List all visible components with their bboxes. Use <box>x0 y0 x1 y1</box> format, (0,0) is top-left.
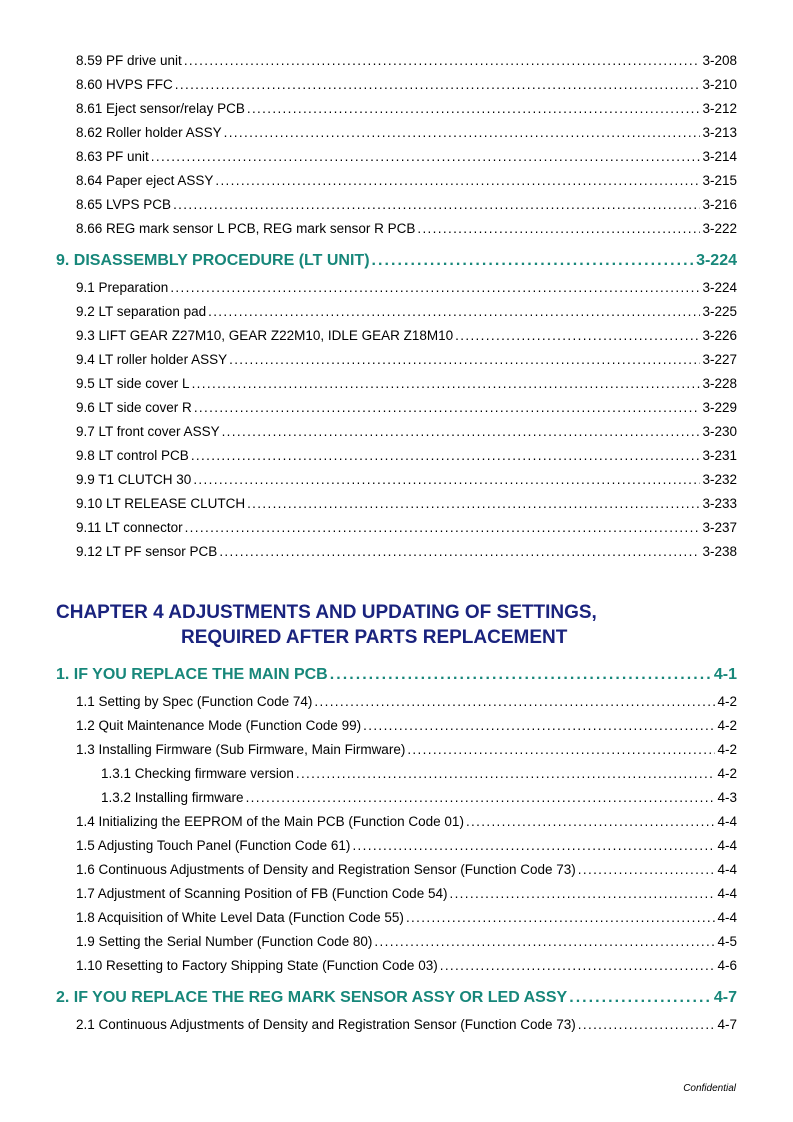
toc-entry-label: 9.2 LT separation pad <box>76 304 207 319</box>
toc-entry-label: 8.64 Paper eject ASSY <box>76 173 214 188</box>
toc-entry-page: 4-3 <box>717 790 737 805</box>
leader-dots <box>578 862 716 877</box>
leader-dots <box>352 838 715 853</box>
toc-entry-page: 3-224 <box>702 280 737 295</box>
toc-entry-label: 8.63 PF unit <box>76 149 149 164</box>
toc-entry-page: 4-4 <box>717 910 737 925</box>
leader-dots <box>175 77 701 92</box>
toc-entry-page: 3-225 <box>702 304 737 319</box>
toc-entry[interactable] <box>76 197 737 212</box>
toc-entry-page: 3-212 <box>702 101 737 116</box>
toc-entry[interactable] <box>76 520 737 535</box>
leader-dots <box>173 197 700 212</box>
toc-entry[interactable] <box>76 149 737 164</box>
toc-section-heading[interactable] <box>56 666 737 684</box>
toc-entry-label: 8.65 LVPS PCB <box>76 197 172 212</box>
leader-dots <box>184 53 701 68</box>
toc-entry-label: 9.12 LT PF sensor PCB <box>76 544 218 559</box>
leader-dots <box>569 989 712 1007</box>
toc-entry-label: 1.3.2 Installing firmware <box>101 790 244 805</box>
leader-dots <box>219 544 700 559</box>
toc-entry[interactable] <box>76 173 737 188</box>
toc-entry-label: 1.8 Acquisition of White Level Data (Function Code 55) <box>76 910 404 925</box>
toc-section-label: 1. IF YOU REPLACE THE MAIN PCB <box>56 666 328 683</box>
toc-entry[interactable] <box>76 958 737 973</box>
leader-dots <box>330 666 712 684</box>
toc-entry[interactable] <box>76 352 737 367</box>
toc-entry-page: 4-4 <box>717 862 737 877</box>
toc-section-page: 4-7 <box>713 989 737 1006</box>
toc-entry[interactable] <box>76 934 737 949</box>
toc-entry[interactable] <box>76 718 737 733</box>
leader-dots <box>374 934 715 949</box>
toc-entry-page: 4-4 <box>717 886 737 901</box>
toc-entry-label: 9.4 LT roller holder ASSY <box>76 352 228 367</box>
toc-section-label: 2. IF YOU REPLACE THE REG MARK SENSOR ASSY OR LED ASSY <box>56 989 568 1006</box>
toc-entry[interactable] <box>76 328 737 343</box>
toc-entry[interactable] <box>76 101 737 116</box>
toc-entry-page: 3-231 <box>702 448 737 463</box>
toc-entry[interactable] <box>76 424 737 439</box>
toc-entry-label: 1.5 Adjusting Touch Panel (Function Code 61) <box>76 838 351 853</box>
toc-entry-label: 8.61 Eject sensor/relay PCB <box>76 101 245 116</box>
toc-entry[interactable] <box>76 77 737 92</box>
toc-entry-page: 4-4 <box>717 814 737 829</box>
leader-dots <box>406 910 716 925</box>
toc-entry[interactable] <box>76 742 737 757</box>
toc-entry-label: 2.1 Continuous Adjustments of Density and Registration Sensor (Function Code 73) <box>76 1017 576 1032</box>
toc-entry-page: 3-210 <box>702 77 737 92</box>
toc-entry-label: 8.62 Roller holder ASSY <box>76 125 222 140</box>
toc-entry-label: 9.11 LT connector <box>76 520 183 535</box>
leader-dots <box>224 125 701 140</box>
toc-entry-label: 9.5 LT side cover L <box>76 376 190 391</box>
leader-dots <box>440 958 716 973</box>
toc-section-heading[interactable] <box>56 252 737 270</box>
toc-entry-page: 3-228 <box>702 376 737 391</box>
chapter-title-line2: REQUIRED AFTER PARTS REPLACEMENT <box>181 627 568 648</box>
toc-entry-page: 3-215 <box>702 173 737 188</box>
leader-dots <box>449 886 715 901</box>
toc-entry-label: 1.2 Quit Maintenance Mode (Function Code 99) <box>76 718 362 733</box>
toc-entry[interactable] <box>101 766 737 781</box>
toc-entry-page: 3-232 <box>702 472 737 487</box>
toc-entry-page: 3-213 <box>702 125 737 140</box>
toc-entry[interactable] <box>101 790 737 805</box>
confidential-footer: Confidential <box>683 1083 736 1094</box>
toc-entry-page: 3-222 <box>702 221 737 236</box>
toc-section-page: 3-224 <box>696 252 737 269</box>
toc-entry-page: 3-216 <box>702 197 737 212</box>
toc-entry-label: 1.3 Installing Firmware (Sub Firmware, Main Firmware) <box>76 742 406 757</box>
leader-dots <box>417 221 700 236</box>
toc-entry-label: 1.4 Initializing the EEPROM of the Main PCB (Function Code 01) <box>76 814 464 829</box>
toc-entry-page: 3-233 <box>702 496 737 511</box>
leader-dots <box>466 814 716 829</box>
toc-entry[interactable] <box>76 814 737 829</box>
toc-entry[interactable] <box>76 694 737 709</box>
toc-entry-label: 8.59 PF drive unit <box>76 53 182 68</box>
toc-entry-label: 1.6 Continuous Adjustments of Density and Registration Sensor (Function Code 73) <box>76 862 576 877</box>
toc-entry-page: 3-208 <box>702 53 737 68</box>
toc-entry-label: 1.1 Setting by Spec (Function Code 74) <box>76 694 313 709</box>
toc-entry-page: 4-2 <box>717 766 737 781</box>
toc-entry-label: 9.10 LT RELEASE CLUTCH <box>76 496 246 511</box>
toc-entry-page: 3-229 <box>702 400 737 415</box>
toc-entry[interactable] <box>76 886 737 901</box>
toc-entry-label: 8.66 REG mark sensor L PCB, REG mark sensor R PCB <box>76 221 416 236</box>
toc-section-heading[interactable] <box>56 989 737 1007</box>
leader-dots <box>407 742 715 757</box>
leader-dots <box>296 766 716 781</box>
leader-dots <box>363 718 715 733</box>
toc-entry-page: 3-214 <box>702 149 737 164</box>
toc-entry[interactable] <box>76 125 737 140</box>
leader-dots <box>192 376 701 391</box>
leader-dots <box>229 352 700 367</box>
toc-entry-label: 9.7 LT front cover ASSY <box>76 424 220 439</box>
leader-dots <box>455 328 700 343</box>
toc-entry[interactable] <box>76 862 737 877</box>
toc-entry-page: 4-5 <box>717 934 737 949</box>
leader-dots <box>247 101 701 116</box>
toc-entry-label: 1.3.1 Checking firmware version <box>101 766 294 781</box>
toc-entry-page: 4-2 <box>717 742 737 757</box>
toc-entry-label: 9.1 Preparation <box>76 280 169 295</box>
toc-entry-page: 4-6 <box>717 958 737 973</box>
leader-dots <box>247 496 700 511</box>
toc-entry[interactable] <box>76 496 737 511</box>
toc-entry-page: 4-2 <box>717 694 737 709</box>
toc-entry[interactable] <box>76 544 737 559</box>
toc-entry[interactable] <box>76 304 737 319</box>
toc-entry-page: 4-2 <box>717 718 737 733</box>
toc-entry-label: 1.7 Adjustment of Scanning Position of FB (Function Code 54) <box>76 886 448 901</box>
toc-entry[interactable] <box>76 376 737 391</box>
toc-section-page: 4-1 <box>713 666 737 683</box>
toc-entry[interactable] <box>76 1017 737 1032</box>
leader-dots <box>314 694 715 709</box>
toc-entry-label: 9.9 T1 CLUTCH 30 <box>76 472 192 487</box>
toc-entry[interactable] <box>76 838 737 853</box>
leader-dots <box>170 280 700 295</box>
leader-dots <box>208 304 700 319</box>
toc-entry-page: 3-227 <box>702 352 737 367</box>
toc-entry[interactable] <box>76 53 737 68</box>
chapter-title <box>56 600 597 650</box>
leader-dots <box>246 790 716 805</box>
toc-entry[interactable] <box>76 448 737 463</box>
toc-entry-label: 1.9 Setting the Serial Number (Function Code 80) <box>76 934 373 949</box>
leader-dots <box>185 520 701 535</box>
toc-entry[interactable] <box>76 221 737 236</box>
toc-entry-label: 1.10 Resetting to Factory Shipping State (Function Code 03) <box>76 958 438 973</box>
leader-dots <box>191 448 701 463</box>
leader-dots <box>193 472 700 487</box>
leader-dots <box>372 252 695 270</box>
toc-entry-page: 3-230 <box>702 424 737 439</box>
toc-entry-label: 8.60 HVPS FFC <box>76 77 173 92</box>
toc-entry-page: 3-238 <box>702 544 737 559</box>
toc-entry-label: 9.8 LT control PCB <box>76 448 189 463</box>
leader-dots <box>222 424 701 439</box>
leader-dots <box>194 400 701 415</box>
toc-entry-page: 4-7 <box>717 1017 737 1032</box>
toc-entry-label: 9.6 LT side cover R <box>76 400 192 415</box>
leader-dots <box>215 173 700 188</box>
leader-dots <box>578 1017 716 1032</box>
toc-entry-page: 4-4 <box>717 838 737 853</box>
toc-entry[interactable] <box>76 472 737 487</box>
toc-entry[interactable] <box>76 280 737 295</box>
toc-entry-page: 3-237 <box>702 520 737 535</box>
chapter-title-line1: CHAPTER 4 ADJUSTMENTS AND UPDATING OF SETTINGS, <box>56 602 597 623</box>
toc-entry-page: 3-226 <box>702 328 737 343</box>
toc-section-label: 9. DISASSEMBLY PROCEDURE (LT UNIT) <box>56 252 370 269</box>
toc-entry-label: 9.3 LIFT GEAR Z27M10, GEAR Z22M10, IDLE GEAR Z18M10 <box>76 328 454 343</box>
toc-entry[interactable] <box>76 400 737 415</box>
toc-entry[interactable] <box>76 910 737 925</box>
leader-dots <box>151 149 701 164</box>
